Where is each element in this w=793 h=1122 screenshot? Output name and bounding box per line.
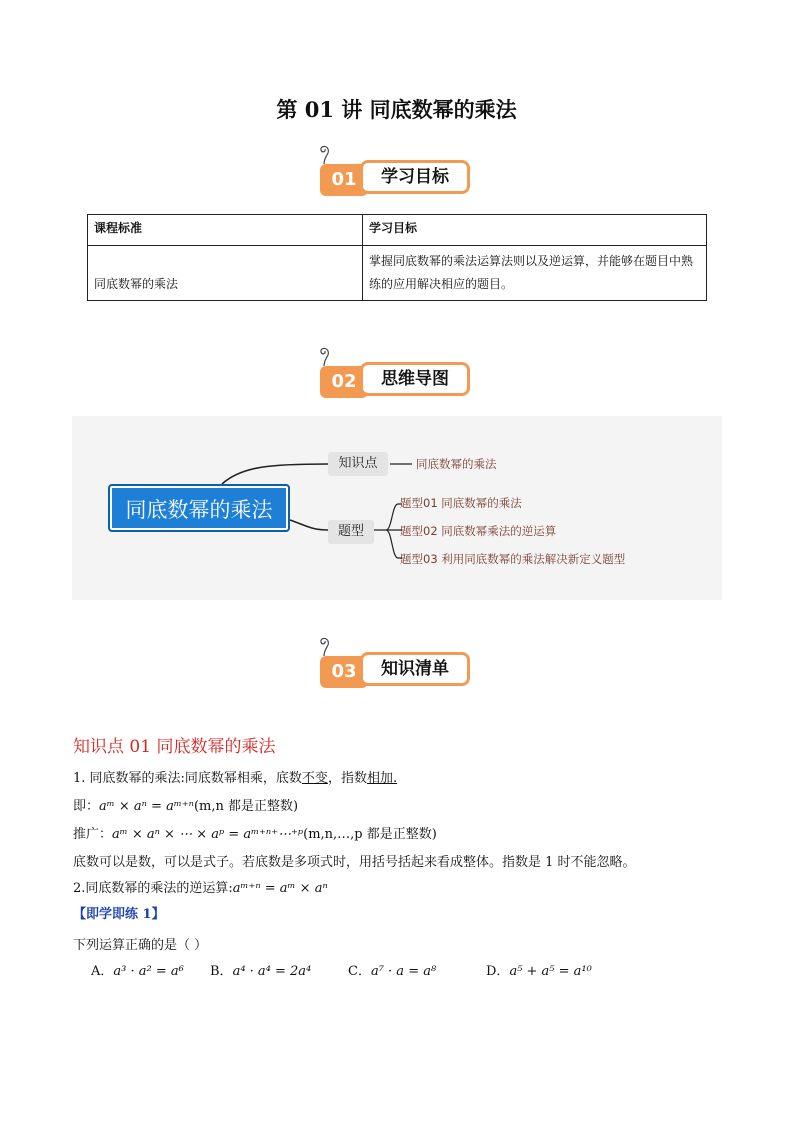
table-cell-standard: 同底数幂的乘法 <box>88 246 363 301</box>
rule-line <box>73 767 397 786</box>
option-a <box>91 960 184 979</box>
table-header: 学习目标 <box>363 215 707 246</box>
section-number: 03 <box>320 656 368 688</box>
ie-note: (m,n 都是正整数) <box>193 799 299 814</box>
option-expr: a³ · a² = a⁶ <box>113 964 184 979</box>
rule-text: 1. 同底数幂的乘法:同底数幂相乘，底数 <box>73 771 302 786</box>
section-label: 思维导图 <box>360 362 470 396</box>
section-banner-02 <box>320 360 472 398</box>
section-banner-01 <box>320 158 472 196</box>
inverse-prefix: 2.同底数幂的乘法的逆运算: <box>73 881 233 896</box>
table-cell-goal: 掌握同底数幂的乘法运算法则以及逆运算，并能够在题目中熟练的应用解决相应的题目。 <box>363 246 707 301</box>
option-letter: B． <box>210 964 233 979</box>
rule-underline: 不变 <box>301 771 328 786</box>
curl-icon <box>316 144 332 164</box>
option-c <box>348 960 436 979</box>
table-header-row <box>88 215 707 246</box>
option-letter: D． <box>486 964 510 979</box>
curl-icon <box>316 636 332 656</box>
option-expr: a⁷ · a = a⁸ <box>370 964 437 979</box>
table-row <box>88 246 707 301</box>
table-header: 课程标准 <box>88 215 363 246</box>
practice-heading: 【即学即练 1】 <box>73 907 165 922</box>
mind-map-leaf: 题型03 利用同底数幂的乘法解决新定义题型 <box>400 552 626 566</box>
inverse-formula: aᵐ⁺ⁿ = aᵐ × aⁿ <box>232 881 328 896</box>
gen-prefix: 推广： <box>73 827 113 842</box>
ie-prefix: 即： <box>73 799 100 814</box>
rule-text: ，指数 <box>327 771 367 786</box>
mind-map-branch: 题型 <box>328 520 374 544</box>
option-d <box>486 960 592 979</box>
option-expr: a⁴ · a⁴ = 2a⁴ <box>232 964 312 979</box>
section-banner-03 <box>320 650 472 688</box>
page-title: 第 01 讲 同底数幂的乘法 <box>276 97 517 122</box>
option-b <box>210 960 311 979</box>
ie-formula: aᵐ × aⁿ = aᵐ⁺ⁿ <box>99 799 194 814</box>
ie-line <box>73 795 298 814</box>
mind-map-branch: 知识点 <box>328 452 388 476</box>
knowledge-point-title: 知识点 01 同底数幂的乘法 <box>73 737 276 757</box>
mind-map-leaf: 题型02 同底数幂乘法的逆运算 <box>400 524 557 538</box>
gen-note: (m,n,…,p 都是正整数) <box>303 827 437 842</box>
section-number: 02 <box>320 366 368 398</box>
section-number: 01 <box>320 164 368 196</box>
section-label: 学习目标 <box>360 160 470 194</box>
base-note: 底数可以是数，可以是式子。若底数是多项式时，用括号括起来看成整体。指数是 1 时不能忽略。 <box>73 855 636 870</box>
rule-underline: 相加. <box>366 771 398 786</box>
option-expr: a⁵ + a⁵ = a¹⁰ <box>509 964 592 979</box>
mind-map <box>72 416 722 600</box>
gen-formula: aᵐ × aⁿ × ⋯ × aᵖ = aᵐ⁺ⁿ⁺⋯⁺ᵖ <box>112 827 304 842</box>
option-letter: A． <box>91 964 114 979</box>
mind-map-leaf: 题型01 同底数幂的乘法 <box>400 496 522 510</box>
mind-map-leaf: 同底数幂的乘法 <box>416 457 497 471</box>
curl-icon <box>316 346 332 366</box>
goals-table <box>87 214 707 301</box>
practice-question: 下列运算正确的是（ ） <box>73 938 208 953</box>
section-label: 知识清单 <box>360 652 470 686</box>
inverse-line <box>73 877 328 896</box>
mind-map-root: 同底数幂的乘法 <box>108 484 290 532</box>
generalization-line <box>73 823 437 842</box>
option-letter: C． <box>348 964 371 979</box>
